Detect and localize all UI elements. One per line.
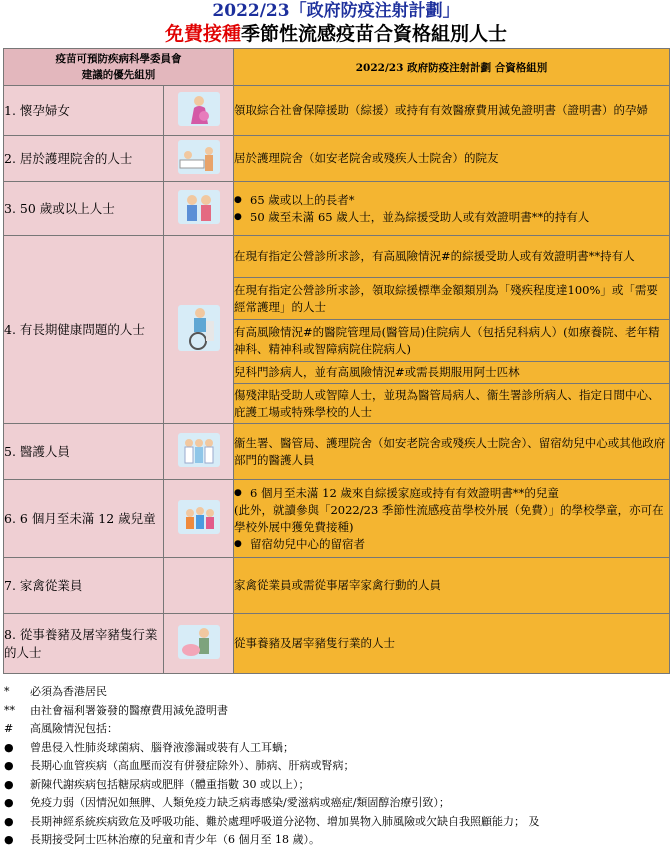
category-label: 2. 居於護理院舍的人士 bbox=[4, 136, 164, 182]
healthcare-workers-icon bbox=[178, 433, 220, 467]
subtitle-rest: 季節性流感疫苗合資格組別人士 bbox=[241, 23, 508, 45]
footnotes bbox=[4, 683, 668, 850]
eligibility-table bbox=[3, 48, 670, 674]
elderly-people-icon bbox=[178, 190, 220, 224]
table-row bbox=[4, 614, 670, 674]
bullet-item: ● 50 歲至未滿 65 歲人士，並為綜援受助人或有效證明書**的持有人 bbox=[234, 209, 590, 224]
eligibility-text: 居於護理院舍（如安老院舍或殘疾人士院舍）的院友 bbox=[234, 136, 670, 182]
footnote-item: ** 由社會福利署簽發的醫療費用減免證明書 bbox=[4, 703, 228, 717]
table-row bbox=[4, 236, 670, 278]
pregnant-woman-icon bbox=[178, 92, 220, 126]
category-label: 3. 50 歲或以上人士 bbox=[4, 182, 164, 236]
document-subtitle bbox=[0, 22, 672, 46]
footnote-item: ● 免疫力弱（因情況如無脾、人類免疫力缺乏病毒感染/愛滋病或癌症/類固醇治療引致）； bbox=[4, 796, 450, 809]
footnote-item: ● 長期神經系統疾病致危及呼吸功能、難於處理呼吸道分泌物、增加異物入肺風險或欠缺自我照顧能力； 及 bbox=[4, 814, 540, 828]
eligibility-text: 在現有指定公營診所求診，領取綜援標準金額類別為「殘疾程度達100%」或「需要經常護理」的人士 bbox=[234, 278, 670, 320]
eligibility-text: 領取綜合社會保障援助（綜援）或持有有效醫療費用減免證明書（證明書）的孕婦 bbox=[234, 86, 670, 136]
category-label: 8. 從事養豬及屠宰豬隻行業的人士 bbox=[4, 614, 164, 674]
eligibility-text: 家禽從業員或需從事屠宰家禽行動的人員 bbox=[234, 558, 670, 614]
category-label: 7. 家禽從業員 bbox=[4, 558, 164, 614]
document-title: 2022/23「政府防疫注射計劃」 bbox=[212, 1, 460, 21]
table-header bbox=[4, 49, 670, 86]
table-row bbox=[4, 86, 670, 136]
footnote-item: ● 長期接受阿士匹林治療的兒童和青少年（6 個月至 18 歲）。 bbox=[4, 833, 320, 846]
table-row bbox=[4, 424, 670, 480]
category-label: 4. 有長期健康問題的人士 bbox=[4, 236, 164, 424]
eligibility-text: 在現有指定公營診所求診，有高風險情況#的綜援受助人或有效證明書**持有人 bbox=[234, 236, 670, 278]
footnote-item: # 高風險情況包括： bbox=[4, 722, 118, 735]
children-icon bbox=[178, 500, 220, 534]
bullet-item: ● 留宿幼兒中心的留宿者 bbox=[234, 536, 365, 551]
header-left: 疫苗可預防疾病科學委員會 建議的優先組別 bbox=[4, 49, 234, 86]
footnote-item: ● 新陳代謝疾病包括糖尿病或肥胖（體重指數 30 或以上）； bbox=[4, 777, 310, 791]
table-row bbox=[4, 136, 670, 182]
eligibility-text: 衞生署、醫管局、護理院舍（如安老院舍或殘疾人士院舍）、留宿幼兒中心或其他政府部門的醫護人員 bbox=[234, 424, 670, 480]
table-row bbox=[4, 182, 670, 236]
footnote-item: ● 曾患侵入性肺炎球菌病、腦脊液滲漏或裝有人工耳蝸； bbox=[4, 740, 294, 754]
eligibility-text: 兒科門診病人，並有高風險情況#或需長期服用阿士匹林 bbox=[234, 362, 670, 384]
pig-farmer-icon bbox=[178, 625, 220, 659]
bullet-note: (此外，就讀參與「2022/23 季節性流感疫苗學校外展（免費）」的學校學童，亦可在學校外展中獲免費接種) bbox=[234, 502, 664, 534]
care-home-residents-icon bbox=[178, 140, 220, 174]
bullet-item: ● 65 歲或以上的長者* bbox=[234, 192, 355, 207]
category-label: 6. 6 個月至未滿 12 歲兒童 bbox=[4, 480, 164, 558]
eligibility-text: 從事養豬及屠宰豬隻行業的人士 bbox=[234, 614, 670, 674]
header-right: 2022/23 政府防疫注射計劃 合資格組別 bbox=[234, 49, 670, 86]
bullet-item: ● 6 個月至未滿 12 歲來自綜援家庭或持有有效證明書**的兒童 bbox=[234, 485, 559, 500]
footnote-item: ● 長期心血管疾病（高血壓而沒有併發症除外）、肺病、肝病或腎病； bbox=[4, 759, 355, 772]
table-row bbox=[4, 558, 670, 614]
wheelchair-patient-icon bbox=[178, 305, 220, 351]
category-label: 1. 懷孕婦女 bbox=[4, 86, 164, 136]
free-highlight: 免費接種 bbox=[164, 23, 241, 45]
eligibility-text: 有高風險情況#的醫院管理局(醫管局)住院病人（包括兒科病人）(如療養院、老年精神科、精神科或智障病院住院病人) bbox=[234, 320, 670, 362]
table-row bbox=[4, 480, 670, 558]
footnote-item: * 必須為香港居民 bbox=[4, 685, 107, 698]
category-label: 5. 醫護人員 bbox=[4, 424, 164, 480]
eligibility-text: 傷殘津貼受助人或智障人士，並現為醫管局病人、衞生署診所病人、指定日間中心、庇護工場或特殊學校的人士 bbox=[234, 384, 670, 424]
